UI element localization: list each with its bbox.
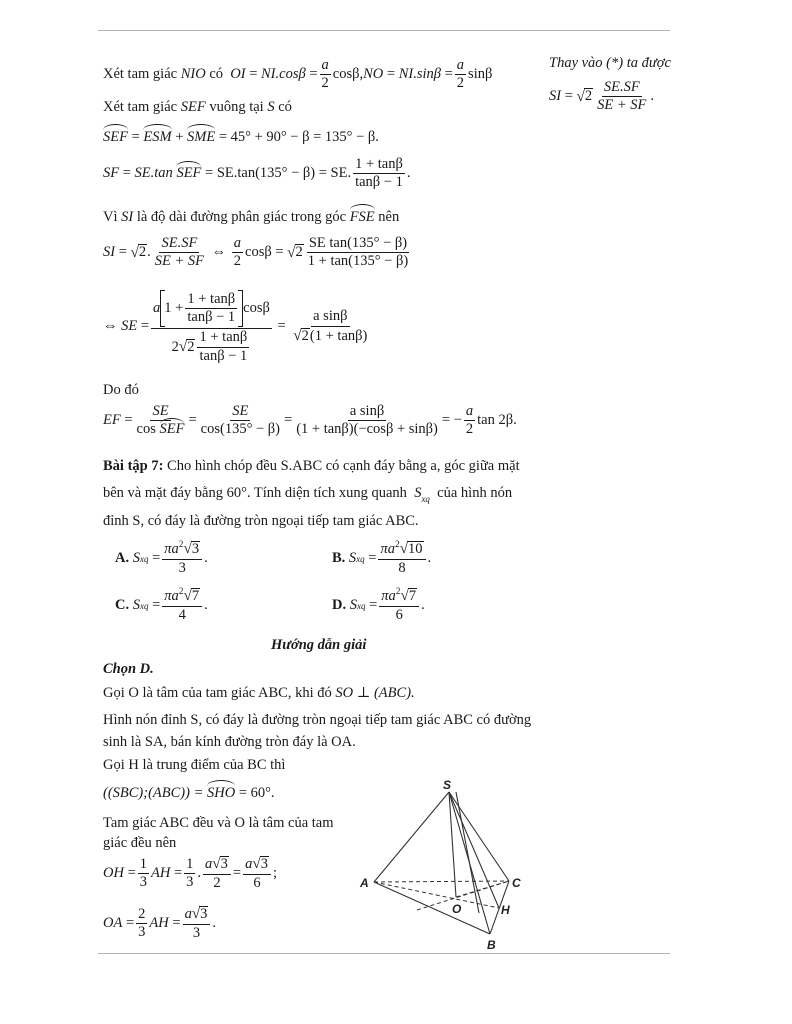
label-c: C xyxy=(512,876,521,890)
do-do-label: Do đó xyxy=(103,382,139,398)
si-equation: SI = √ 2 . $\frac{SE.SF}{SE + SF}$ ⇔ $\frac{a}{2}$ cosβ = √ 2 $\frac{\text{SE tan(135° − β)}}{1 + \tan(135^\circ - \beta)}$ xyxy=(103,235,409,270)
pyramid-figure xyxy=(357,778,537,953)
segment-oc xyxy=(456,881,509,897)
side-note-formula: SI = √ 2 $\frac{SE.SF}{SE + SF}$ . xyxy=(549,79,655,114)
sol-line-4: Gọi H là trung điểm của BC thì xyxy=(103,757,286,773)
angle-sef-equation: SEF = ESM + SME = 45° + 90° − β = 135° − β. xyxy=(103,129,379,145)
sef-triangle-line: Xét tam giác SEF vuông tại S có xyxy=(103,99,292,115)
edge-ab xyxy=(374,882,490,934)
nio-triangle-line: Xét tam giác NIO có OI = NI.cosβ = $\frac{a}{2}$ cosβ, NO = NI.sinβ = $\frac{a}{2}$ sinβ xyxy=(103,57,493,92)
segment-ah xyxy=(374,882,499,908)
se-equation: ⇔ SE = a 1 + $\frac{1 + \tan\beta}{\tan\beta - 1}$ cosβ 2 √ 2 $\frac{1 + \tan\beta}{\tan\beta - 1}$ = $\frac{\text{a sinβ}}{√2(1 + \tan\beta)}$ xyxy=(103,291,368,364)
segment-dash-b xyxy=(417,881,509,910)
sol-line-2: Hình nón đỉnh S, có đáy là đường tròn ngoại tiếp tam giác ABC có đường xyxy=(103,712,532,728)
sol-line-7: giác đều nên xyxy=(103,835,177,851)
sol-angle-line: ((SBC);(ABC)) = SHO = 60°. xyxy=(103,785,275,801)
exercise-label: Bài tập 7: xyxy=(103,458,164,474)
guide-title: Hướng dẫn giải xyxy=(271,637,367,653)
sol-line-6: Tam giác ABC đều và O là tâm của tam xyxy=(103,815,334,831)
side-note-text: Thay vào (*) ta được xyxy=(549,55,671,71)
exercise-line-1: Bài tập 7: Cho hình chóp đều S.ABC có cạnh đáy bằng a, góc giữa mặt xyxy=(103,458,520,474)
option-c[interactable]: C. S xq = $\frac{\pi a^2√7}{4}$ . xyxy=(115,587,208,623)
exercise-line-2: bên và mặt đáy bằng 60°. Tính diện tích xung quanh $S_{xq}$ của hình nón xyxy=(103,485,513,504)
exercise-line-3: đỉnh S, có đáy là đường tròn ngoại tiếp tam giác ABC. xyxy=(103,513,419,529)
edge-sa xyxy=(374,792,449,882)
label-s: S xyxy=(443,778,452,792)
option-d[interactable]: D. S xq = $\frac{\pi a^2√7}{6}$ . xyxy=(332,587,425,623)
oa-equation: OA = $\frac{2}{3}$ AH = $\frac{a√3}{3}$ . xyxy=(103,905,217,941)
label-b: B xyxy=(487,938,496,952)
label-h: H xyxy=(501,903,510,917)
option-b[interactable]: B. S xq = $\frac{\pi a^2√10}{8}$ . xyxy=(332,540,432,576)
bisector-line: Vì SI là độ dài đường phân giác trong góc FSE nên xyxy=(103,209,400,225)
sf-equation: SF = SE.tan SEF = SE.tan(135° − β) = SE. $\frac{1 + \tan\beta}{\tan\beta - 1}$ . xyxy=(103,156,411,191)
header-rule xyxy=(98,30,670,31)
answer-label: Chọn D. xyxy=(103,661,154,677)
sol-line-3: sinh là SA, bán kính đường tròn đáy là OA. xyxy=(103,734,356,750)
oh-equation: OH = $\frac{1}{3}$ AH = $\frac{1}{3}$ . $\frac{a√3}{2}$ = $\frac{a√3}{6}$ ; xyxy=(103,855,277,891)
option-a[interactable]: A. S xq = $\frac{\pi a^2√3}{3}$ . xyxy=(115,540,208,576)
footer-rule xyxy=(98,953,670,954)
label-a: A xyxy=(360,876,369,890)
label-o: O xyxy=(452,902,462,916)
segment-sh xyxy=(449,792,499,908)
sol-line-1: Gọi O là tâm của tam giác ABC, khi đó SO ⊥ (ABC). xyxy=(103,685,415,701)
ef-equation: EF = $\frac{SE}{\text{cos SEF}}$ = $\frac{SE}{\cos(135^\circ - \beta)}$ = $\frac{\text{a sinβ}}{(1 + \tan\beta)(-\cos\beta + \sin\beta)}$ = − $\frac{a}{2}$ tan 2β. xyxy=(103,403,517,438)
edge-ac xyxy=(374,881,509,882)
